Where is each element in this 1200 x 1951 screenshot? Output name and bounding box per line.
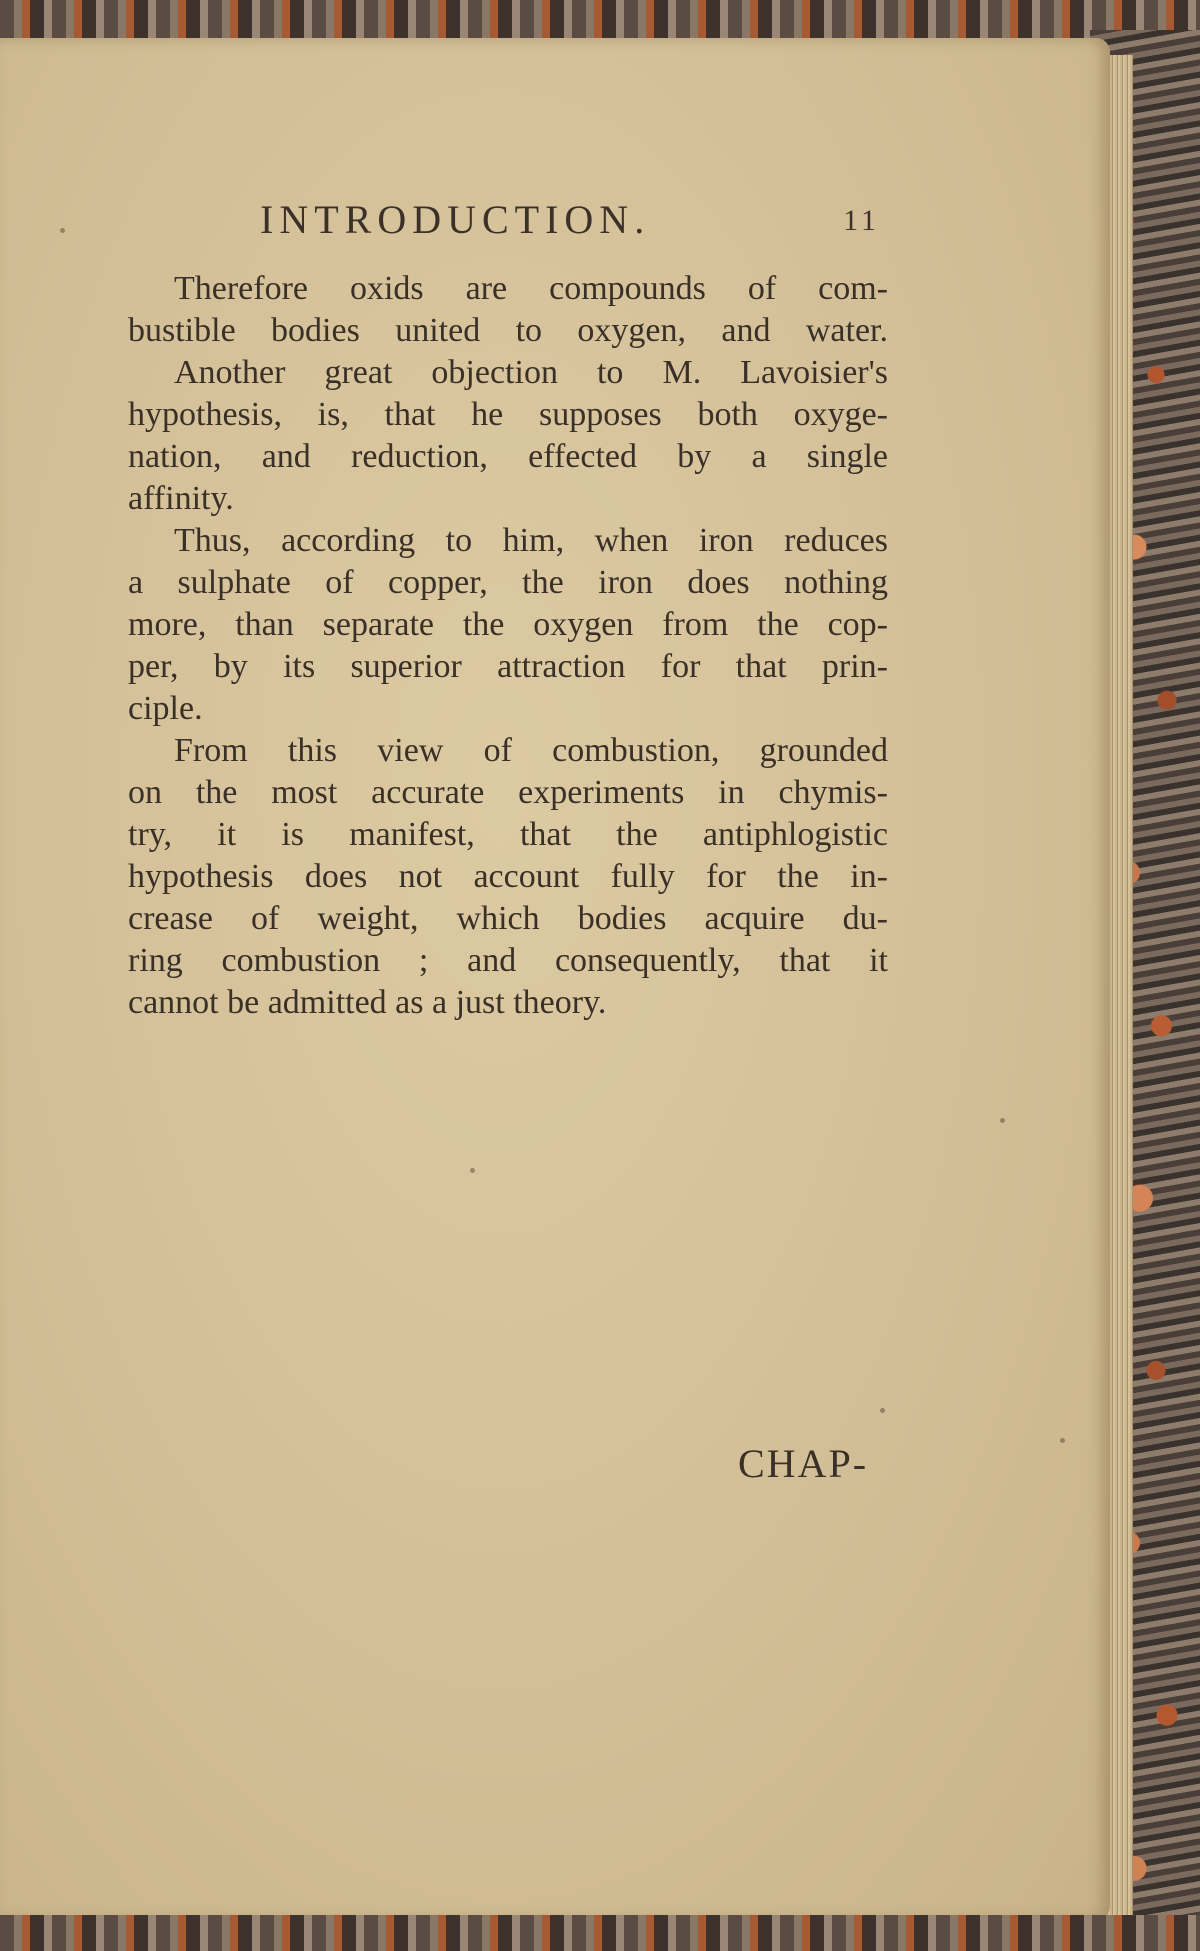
marbled-bottom-edge — [0, 1915, 1200, 1951]
text-line: a sulphate of copper, the iron does nothing — [128, 564, 888, 601]
marbled-top-edge — [0, 0, 1200, 40]
text-line: per, by its superior attraction for that prin- — [128, 648, 888, 685]
paper-speck — [880, 1408, 885, 1413]
running-title: INTRODUCTION. — [260, 197, 651, 242]
paper-speck — [1000, 1118, 1005, 1123]
text-line: try, it is manifest, that the antiphlogistic — [128, 816, 888, 853]
text-line: Thus, according to him, when iron reduces — [174, 522, 888, 559]
text-line: ring combustion ; and consequently, that it — [128, 942, 888, 979]
text-line: nation, and reduction, effected by a single — [128, 438, 888, 475]
text-line: Another great objection to M. Lavoisier's — [174, 354, 888, 391]
text-line: affinity. — [128, 480, 234, 517]
paper-speck — [470, 1168, 475, 1173]
text-line: on the most accurate experiments in chymis- — [128, 774, 888, 811]
running-header — [260, 196, 880, 252]
page-number: 11 — [843, 204, 880, 237]
text-line: cannot be admitted as a just theory. — [128, 984, 607, 1021]
body-text — [128, 268, 888, 1024]
catchword: CHAP- — [738, 1441, 869, 1486]
text-line: hypothesis, is, that he supposes both oxyge- — [128, 396, 888, 433]
text-line: more, than separate the oxygen from the cop- — [128, 606, 888, 643]
text-line: crease of weight, which bodies acquire du- — [128, 900, 888, 937]
paper-speck — [60, 228, 65, 233]
paper-speck — [1060, 1438, 1065, 1443]
text-line: From this view of combustion, grounded — [174, 732, 888, 769]
text-line: bustible bodies united to oxygen, and water. — [128, 312, 888, 349]
text-line: Therefore oxids are compounds of com- — [174, 270, 888, 307]
text-line: ciple. — [128, 690, 203, 727]
text-line: hypothesis does not account fully for the in- — [128, 858, 888, 895]
